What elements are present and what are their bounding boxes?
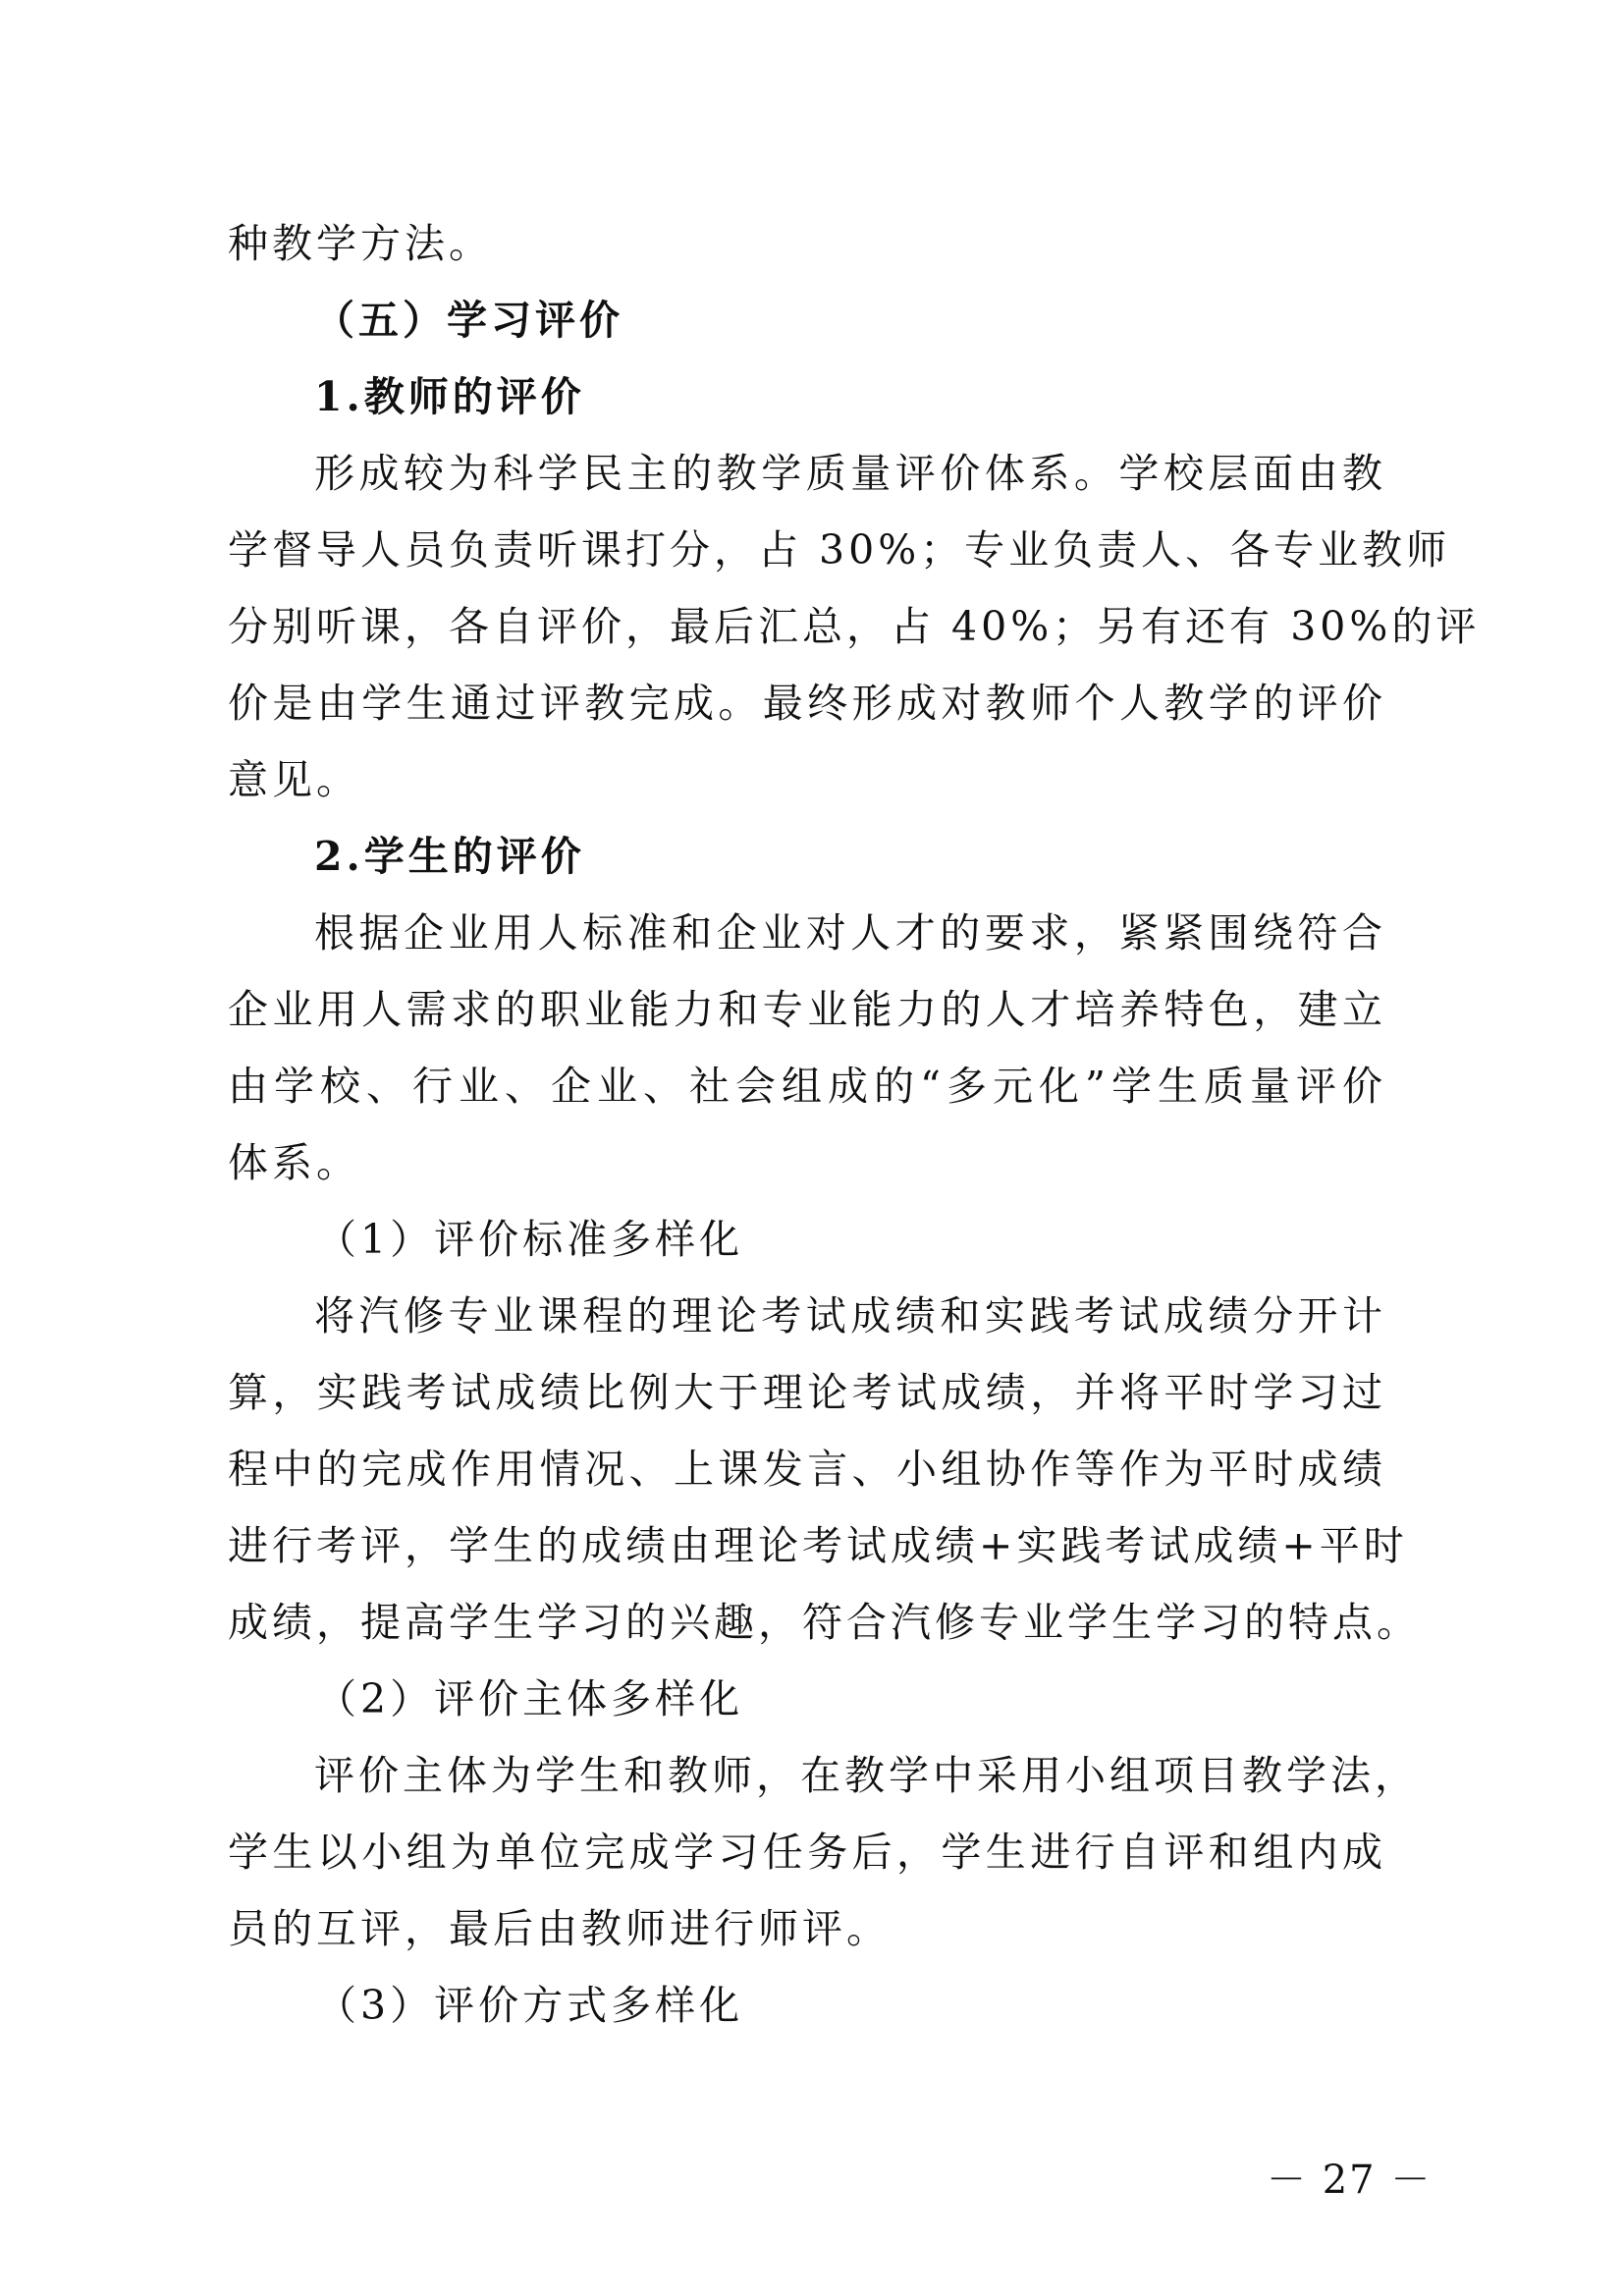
item-heading-1: （1）评价标准多样化 xyxy=(316,1216,744,1263)
paragraph-line: 程中的完成作用情况、上课发言、小组协作等作为平时成绩 xyxy=(228,1446,1386,1493)
paragraph-line: 形成较为科学民主的教学质量评价体系。学校层面由教 xyxy=(314,450,1386,497)
subsection-heading-teacher: 1.教师的评价 xyxy=(314,373,585,420)
paragraph-line: 体系。 xyxy=(228,1139,360,1186)
item-heading-3: （3）评价方式多样化 xyxy=(316,1982,744,2029)
paragraph-line: 评价主体为学生和教师，在教学中采用小组项目教学法， xyxy=(314,1752,1419,1799)
paragraph-line: 算，实践考试成绩比例大于理论考试成绩，并将平时学习过 xyxy=(228,1369,1386,1416)
paragraph-line: 根据企业用人标准和企业对人才的要求，紧紧围绕符合 xyxy=(314,909,1386,957)
paragraph-line: 意见。 xyxy=(228,756,360,803)
paragraph-line: 将汽修专业课程的理论考试成绩和实践考试成绩分开计 xyxy=(314,1292,1386,1339)
paragraph-line: 成绩，提高学生学习的兴趣，符合汽修专业学生学习的特点。 xyxy=(228,1599,1421,1646)
paragraph-line: 学生以小组为单位完成学习任务后，学生进行自评和组内成 xyxy=(228,1829,1386,1876)
paragraph-line: 价是由学生通过评教完成。最终形成对教师个人教学的评价 xyxy=(228,680,1386,727)
paragraph-line: 由学校、行业、企业、社会组成的“多元化”学生质量评价 xyxy=(228,1063,1386,1110)
paragraph-line: 员的互评，最后由教师进行师评。 xyxy=(228,1905,891,1952)
paragraph-line: 企业用人需求的职业能力和专业能力的人才培养特色，建立 xyxy=(228,986,1386,1033)
page-number: － 27 － xyxy=(1267,2158,1433,2203)
section-heading: （五）学习评价 xyxy=(314,297,623,344)
paragraph-line: 分别听课，各自评价，最后汇总，占 40%；另有还有 30%的评 xyxy=(228,603,1481,650)
item-heading-2: （2）评价主体多样化 xyxy=(316,1675,744,1722)
paragraph-continuation: 种教学方法。 xyxy=(228,220,493,267)
paragraph-line: 进行考评，学生的成绩由理论考试成绩+实践考试成绩+平时 xyxy=(228,1522,1408,1569)
paragraph-line: 学督导人员负责听课打分，占 30%；专业负责人、各专业教师 xyxy=(228,526,1451,574)
subsection-heading-student: 2.学生的评价 xyxy=(314,833,585,880)
